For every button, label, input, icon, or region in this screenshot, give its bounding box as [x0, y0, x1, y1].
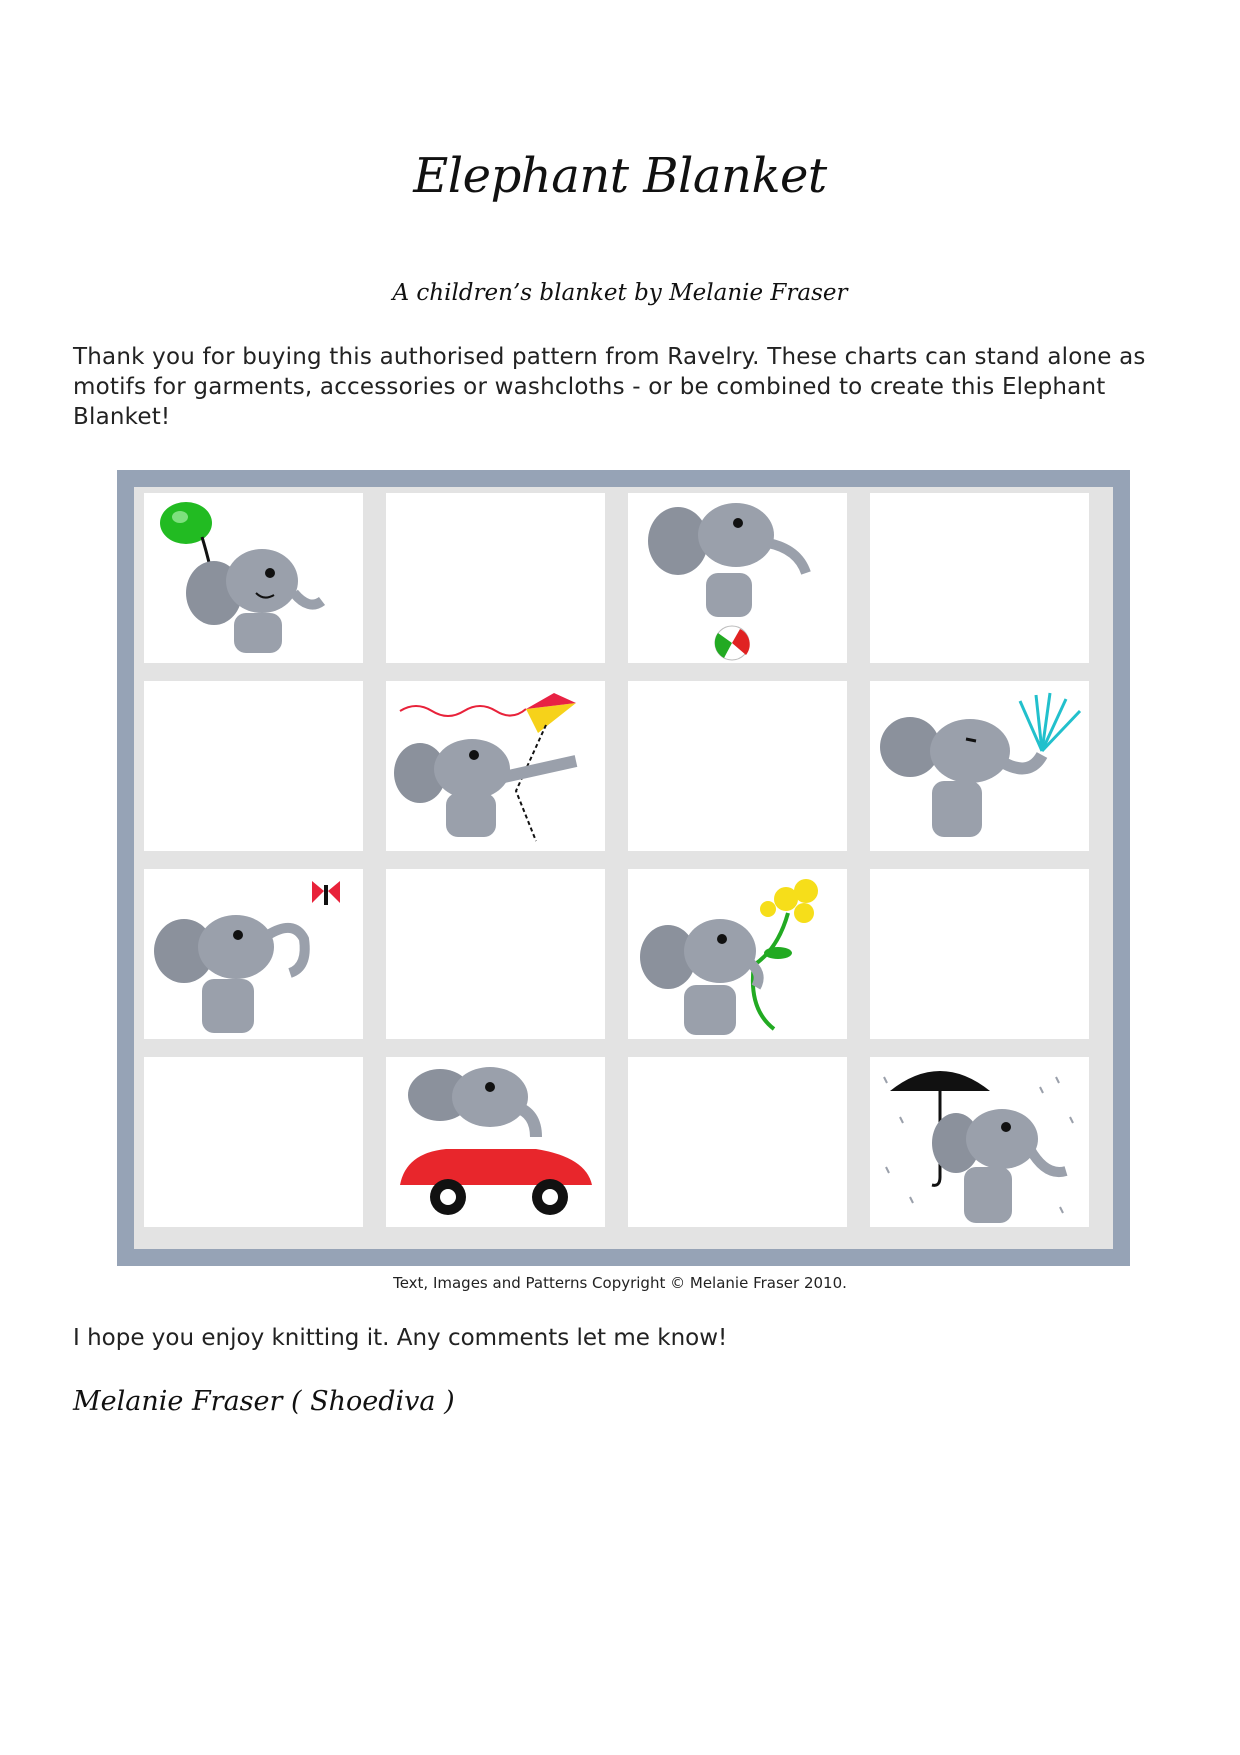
elephant-car-motif — [386, 1057, 605, 1227]
tile-blank — [870, 869, 1089, 1039]
elephant-fountain-motif — [870, 681, 1089, 851]
closing-note: I hope you enjoy knitting it. Any comments let me know! — [73, 1325, 728, 1351]
tile-blank — [386, 869, 605, 1039]
blanket-sashing — [134, 487, 1113, 1249]
copyright-notice: Text, Images and Patterns Copyright © Melanie Fraser 2010. — [393, 1274, 847, 1292]
elephant-umbrella-motif — [870, 1057, 1089, 1227]
elephant-flower-motif — [628, 869, 847, 1039]
elephant-balloon-motif — [144, 493, 363, 663]
blanket-chart — [117, 470, 1130, 1266]
tile-elephant-balloon — [144, 493, 363, 663]
elephant-butterfly-motif — [144, 869, 363, 1039]
tile-blank — [144, 681, 363, 851]
elephant-ball-motif — [628, 493, 847, 663]
tile-elephant-kite — [386, 681, 605, 851]
elephant-kite-motif — [386, 681, 605, 851]
tile-elephant-flower — [628, 869, 847, 1039]
author-signature: Melanie Fraser ( Shoediva ) — [73, 1386, 455, 1417]
intro-paragraph: Thank you for buying this authorised pattern from Ravelry. These charts can stand alone as motifs for garments, accessories or washcloths - or be combined to create this Elephant Blanket! — [73, 344, 1146, 430]
page-title: Elephant Blanket — [413, 148, 827, 204]
tile-elephant-umbrella — [870, 1057, 1089, 1227]
tile-elephant-ball — [628, 493, 847, 663]
tile-elephant-butterfly — [144, 869, 363, 1039]
tile-blank — [870, 493, 1089, 663]
tile-blank — [386, 493, 605, 663]
tile-elephant-car — [386, 1057, 605, 1227]
page-subtitle: A children’s blanket by Melanie Fraser — [392, 280, 848, 306]
tile-elephant-fountain — [870, 681, 1089, 851]
tile-blank — [628, 681, 847, 851]
tile-blank — [628, 1057, 847, 1227]
tile-blank — [144, 1057, 363, 1227]
